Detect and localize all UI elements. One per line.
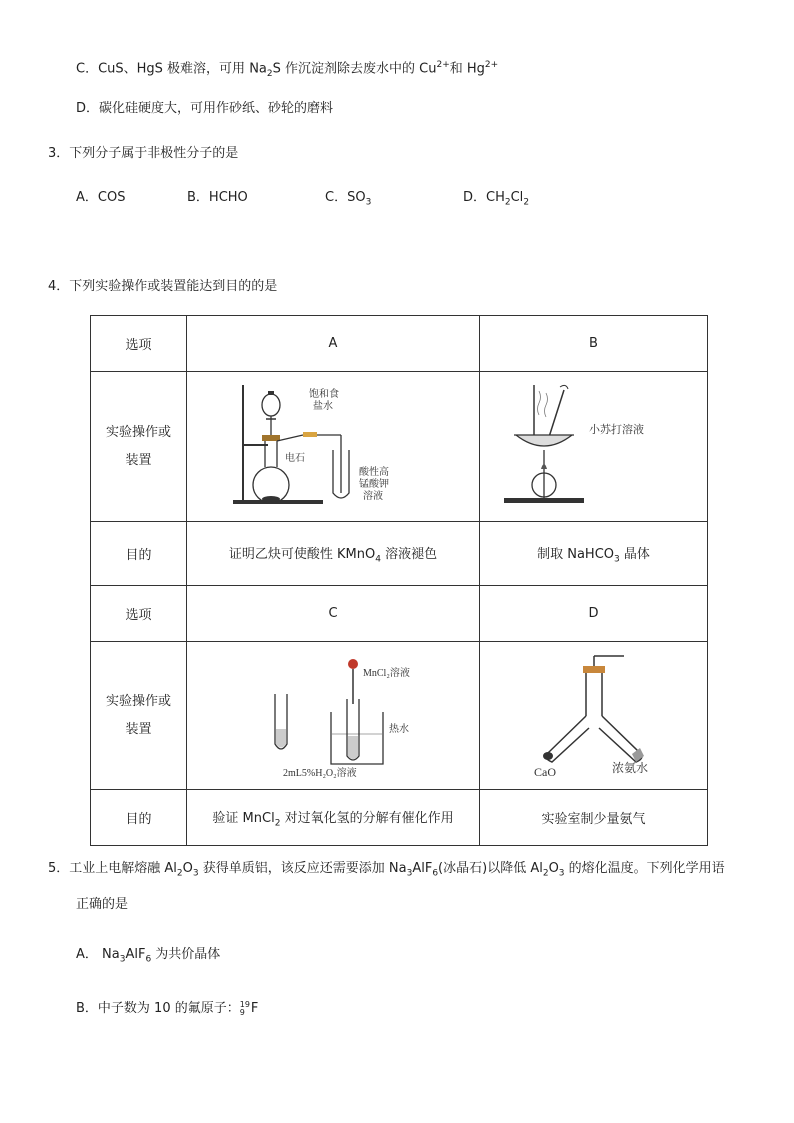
mncl2-label: MnCl₂溶液: [363, 667, 410, 679]
baking-soda-label: 小苏打溶液: [588, 423, 644, 436]
q5-option-a: A． $Na_3AlF_6$ 为共价晶体: [76, 947, 221, 965]
q2-option-d: D．碳化硅硬度大，可用作砂纸、砂轮的磨料: [76, 101, 334, 116]
kmno4-label-2: 锰酸钾: [359, 478, 389, 490]
header-option-cell: 选项: [91, 316, 187, 372]
brine-label-1: 饱和食: [309, 388, 339, 400]
q3-stem: 3．下列分子属于非极性分子的是: [48, 146, 239, 161]
experiment-table: [90, 315, 708, 846]
q3-option-a: A．COS: [76, 190, 126, 205]
kmno4-label-1: 酸性高: [359, 466, 389, 478]
q2-option-c: C．CuS、HgS 极难溶，可用 $Na_2S$ 作沉淀剂除去废水中的 $Cu^{2+}$和 $Hg^{2+}$: [76, 60, 499, 79]
apparatus-a-cell: [187, 372, 480, 522]
hot-water-label: 热水: [389, 723, 409, 735]
header-col-a: A: [187, 316, 480, 372]
purpose-b-cell: 制取 NaHCO$_3$ 晶体: [480, 522, 708, 586]
acetylene-apparatus-figure: [213, 375, 453, 515]
carbide-label: 电石: [285, 452, 305, 464]
purpose-label-cd: 目的: [91, 790, 187, 846]
header-col-c: C: [187, 586, 480, 642]
apparatus-b-cell: [480, 372, 708, 522]
header-col-d: D: [480, 586, 708, 642]
purpose-label-ab: 目的: [91, 522, 187, 586]
apparatus-c-cell: [187, 642, 480, 790]
kmno4-label-3: 溶液: [363, 490, 383, 502]
ammonia-label: 浓氨水: [611, 760, 648, 775]
q5-stem-line-2: 正确的是: [76, 897, 129, 912]
q4-stem: 4．下列实验操作或装置能达到目的的是: [48, 279, 278, 294]
purpose-c-cell: 验证 MnCl$_2$ 对过氧化氢的分解有催化作用: [187, 790, 480, 846]
q5-option-b: B．中子数为 10 的氟原子： 19 9 F: [76, 999, 259, 1017]
cao-label: CaO: [533, 764, 556, 779]
brine-label-2: 盐水: [313, 400, 333, 412]
evaporating-dish-figure: [494, 375, 694, 515]
purpose-a-cell: 证明乙炔可使酸性 KMnO$_4$ 溶液褪色: [187, 522, 480, 586]
q3-option-c: C．$SO_3$: [325, 190, 372, 208]
h2o2-label: 2mL5%H₂O₂溶液: [283, 767, 357, 779]
apparatus-label-cd: 实验操作或 装置: [91, 642, 187, 790]
catalysis-apparatus-figure: [213, 644, 453, 784]
header-option-cell-2: 选项: [91, 586, 187, 642]
q5-stem-line-1: 5．工业上电解熔融 $Al_2O_3$ 获得单质铝，该反应还需要添加 $Na_3AlF_6$(冰晶石)以降低 $Al_2O_3$ 的熔化温度。下列化学用语: [48, 861, 725, 879]
apparatus-d-cell: [480, 642, 708, 790]
purpose-d-cell: 实验室制少量氨气: [480, 790, 708, 846]
ammonia-apparatus-figure: [494, 644, 694, 784]
header-col-b: B: [480, 316, 708, 372]
q3-option-b: B．HCHO: [187, 190, 248, 205]
q3-option-d: D．$CH_2Cl_2$: [463, 190, 530, 208]
apparatus-label-ab: 实验操作或 装置: [91, 372, 187, 522]
